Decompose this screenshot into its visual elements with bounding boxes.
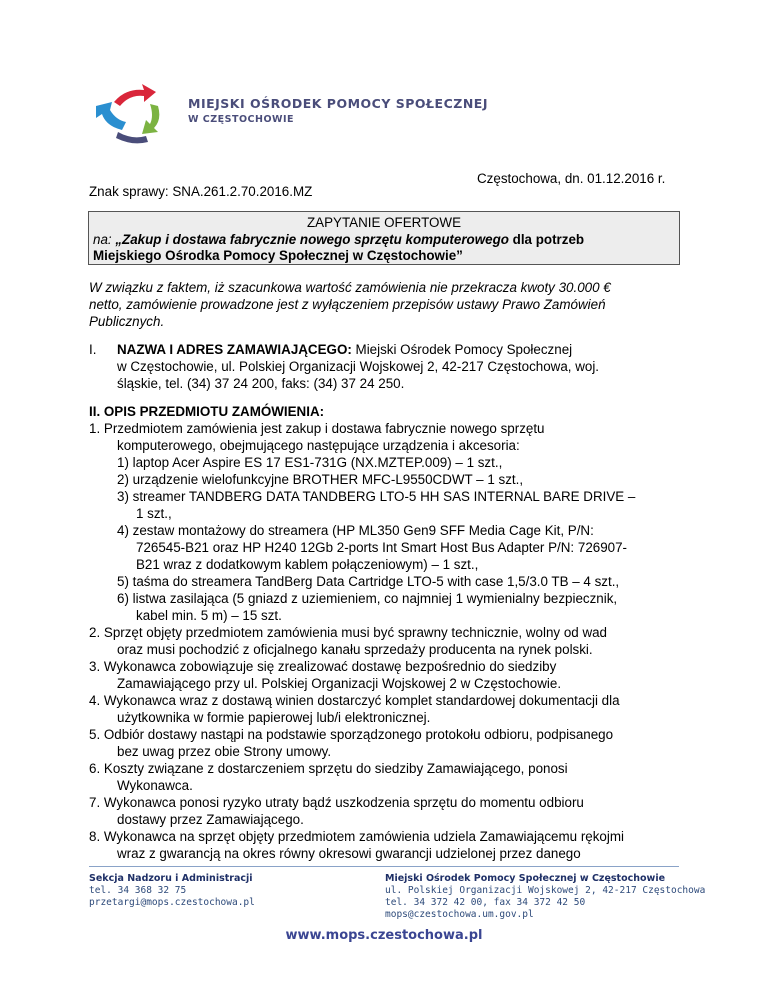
section-2-line: 6) listwa zasilająca (5 gniazd z uziemieniem, co najmniej 1 wymienialny bezpiecznik,	[117, 591, 618, 606]
section-2-line: bez uwag przez obie Strony umowy.	[117, 744, 332, 759]
section-2-line: Wykonawca.	[117, 778, 193, 793]
section-2-line: 1) laptop Acer Aspire ES 17 ES1-731G (NX.MZTEP.009) – 1 szt.,	[117, 455, 503, 470]
section-1-line-1: NAZWA I ADRES ZAMAWIAJĄCEGO: Miejski Ośrodek Pomocy Społecznej	[117, 342, 573, 357]
section-1-line-2: w Częstochowie, ul. Polskiej Organizacji Wojskowej 2, 42-217 Częstochowa, woj.	[117, 359, 600, 374]
footer-right-address: ul. Polskiej Organizacji Wojskowej 2, 42-217 Częstochowa	[385, 885, 706, 896]
intro-line: netto, zamówienie prowadzone jest z wyłączeniem przepisów ustawy Prawo Zamówień	[89, 297, 606, 312]
logo-red-arrow	[114, 84, 156, 106]
footer-left-phone: tel. 34 368 32 75	[89, 885, 187, 896]
inquiry-subject-line-2: Miejskiego Ośrodka Pomocy Społecznej w Częstochowie”	[93, 248, 463, 263]
city-date: Częstochowa, dn. 01.12.2016 r.	[477, 171, 666, 186]
section-2-line: dostawy przez Zamawiającego.	[117, 812, 304, 827]
footer-right-phone: tel. 34 372 42 00, fax 34 372 42 50	[385, 897, 586, 908]
logo-blue-arrow	[96, 102, 126, 130]
intro-line: W związku z faktem, iż szacunkowa wartość zamówienia nie przekracza kwoty 30.000 €	[89, 280, 611, 295]
footer-left-email[interactable]: przetargi@mops.czestochowa.pl	[89, 897, 255, 908]
section-2-line: 4) zestaw montażowy do streamera (HP ML350 Gen9 SFF Media Cage Kit, P/N:	[117, 523, 594, 538]
section-2-line: 8. Wykonawca na sprzęt objęty przedmiotem zamówienia udziela Zamawiającemu rękojmi	[89, 829, 624, 844]
section-2-line: 6. Koszty związane z dostarczeniem sprzętu do siedziby Zamawiającego, ponosi	[89, 761, 568, 776]
section-2-line: Zamawiającego przy ul. Polskiej Organizacji Wojskowej 2 w Częstochowie.	[117, 676, 562, 691]
case-number: Znak sprawy: SNA.261.2.70.2016.MZ	[89, 184, 313, 199]
footer-right-name: Miejski Ośrodek Pomocy Społecznej w Częstochowie	[385, 873, 666, 884]
organization-logo	[92, 80, 172, 146]
footer-left-name: Sekcja Nadzoru i Administracji	[89, 873, 253, 884]
section-2-line: 1 szt.,	[136, 506, 172, 521]
section-2-line: oraz musi pochodzić z oficjalnego kanału sprzedaży producenta na rynek polski.	[117, 642, 593, 657]
section-2-line: kabel min. 5 m) – 15 szt.	[136, 608, 282, 623]
section-2-line: B21 wraz z dodatkowym kablem połączeniowym) – 1 szt.,	[136, 557, 479, 572]
logo-green-arrow	[142, 104, 159, 134]
section-2-line: 3) streamer TANDBERG DATA TANDBERG LTO-5 HH SAS INTERNAL BARE DRIVE –	[117, 489, 636, 504]
organization-city: W CZĘSTOCHOWIE	[188, 114, 295, 125]
section-1-line-3: śląskie, tel. (34) 37 24 200, faks: (34) 37 24 250.	[117, 376, 405, 391]
section-2-line: 726545-B21 oraz HP H240 12Gb 2-ports Int Smart Host Bus Adapter P/N: 726907-	[136, 540, 628, 555]
inquiry-title-box	[88, 211, 680, 265]
organization-name: MIEJSKI OŚRODEK POMOCY SPOŁECZNEJ	[188, 96, 488, 111]
footer-website-link[interactable]: www.mops.czestochowa.pl	[285, 928, 483, 943]
footer-divider	[89, 866, 679, 867]
section-2-line: wraz z gwarancją na okres równy okresowi gwarancji udzielonej przez danego	[117, 846, 581, 861]
inquiry-title: ZAPYTANIE OFERTOWE	[306, 215, 461, 230]
section-1-number: I.	[89, 342, 97, 357]
section-2-line: użytkownika w formie papierowej lub/i elektronicznej.	[117, 710, 431, 725]
inquiry-subject-line-1: na: „Zakup i dostawa fabrycznie nowego sprzętu komputerowego dla potrzeb	[93, 232, 585, 247]
intro-line: Publicznych.	[89, 314, 165, 329]
section-2-line: 2) urządzenie wielofunkcyjne BROTHER MFC-L9550CDWT – 1 szt.,	[117, 472, 524, 487]
section-2-line: 7. Wykonawca ponosi ryzyko utraty bądź uszkodzenia sprzętu do momentu odbioru	[89, 795, 584, 810]
section-2-line: 5) taśma do streamera TandBerg Data Cartridge LTO-5 with case 1,5/3.0 TB – 4 szt.,	[117, 574, 620, 589]
section-2-heading: II. OPIS PRZEDMIOTU ZAMÓWIENIA:	[89, 404, 325, 419]
section-2-line: 2. Sprzęt objęty przedmiotem zamówienia musi być sprawny technicznie, wolny od wad	[89, 625, 608, 640]
section-2-line: 4. Wykonawca wraz z dostawą winien dostarczyć komplet standardowej dokumentacji dla	[89, 693, 620, 708]
footer-right-email[interactable]: mops@czestochowa.um.gov.pl	[385, 909, 534, 920]
section-2-line: 5. Odbiór dostawy nastąpi na podstawie sporządzonego protokołu odbioru, podpisanego	[89, 727, 614, 742]
section-2-line: 1. Przedmiotem zamówienia jest zakup i dostawa fabrycznie nowego sprzętu	[89, 421, 545, 436]
section-2-line: komputerowego, obejmującego następujące urządzenia i akcesoria:	[117, 438, 520, 453]
section-2-line: 3. Wykonawca zobowiązuje się zrealizować dostawę bezpośrednio do siedziby	[89, 659, 557, 674]
